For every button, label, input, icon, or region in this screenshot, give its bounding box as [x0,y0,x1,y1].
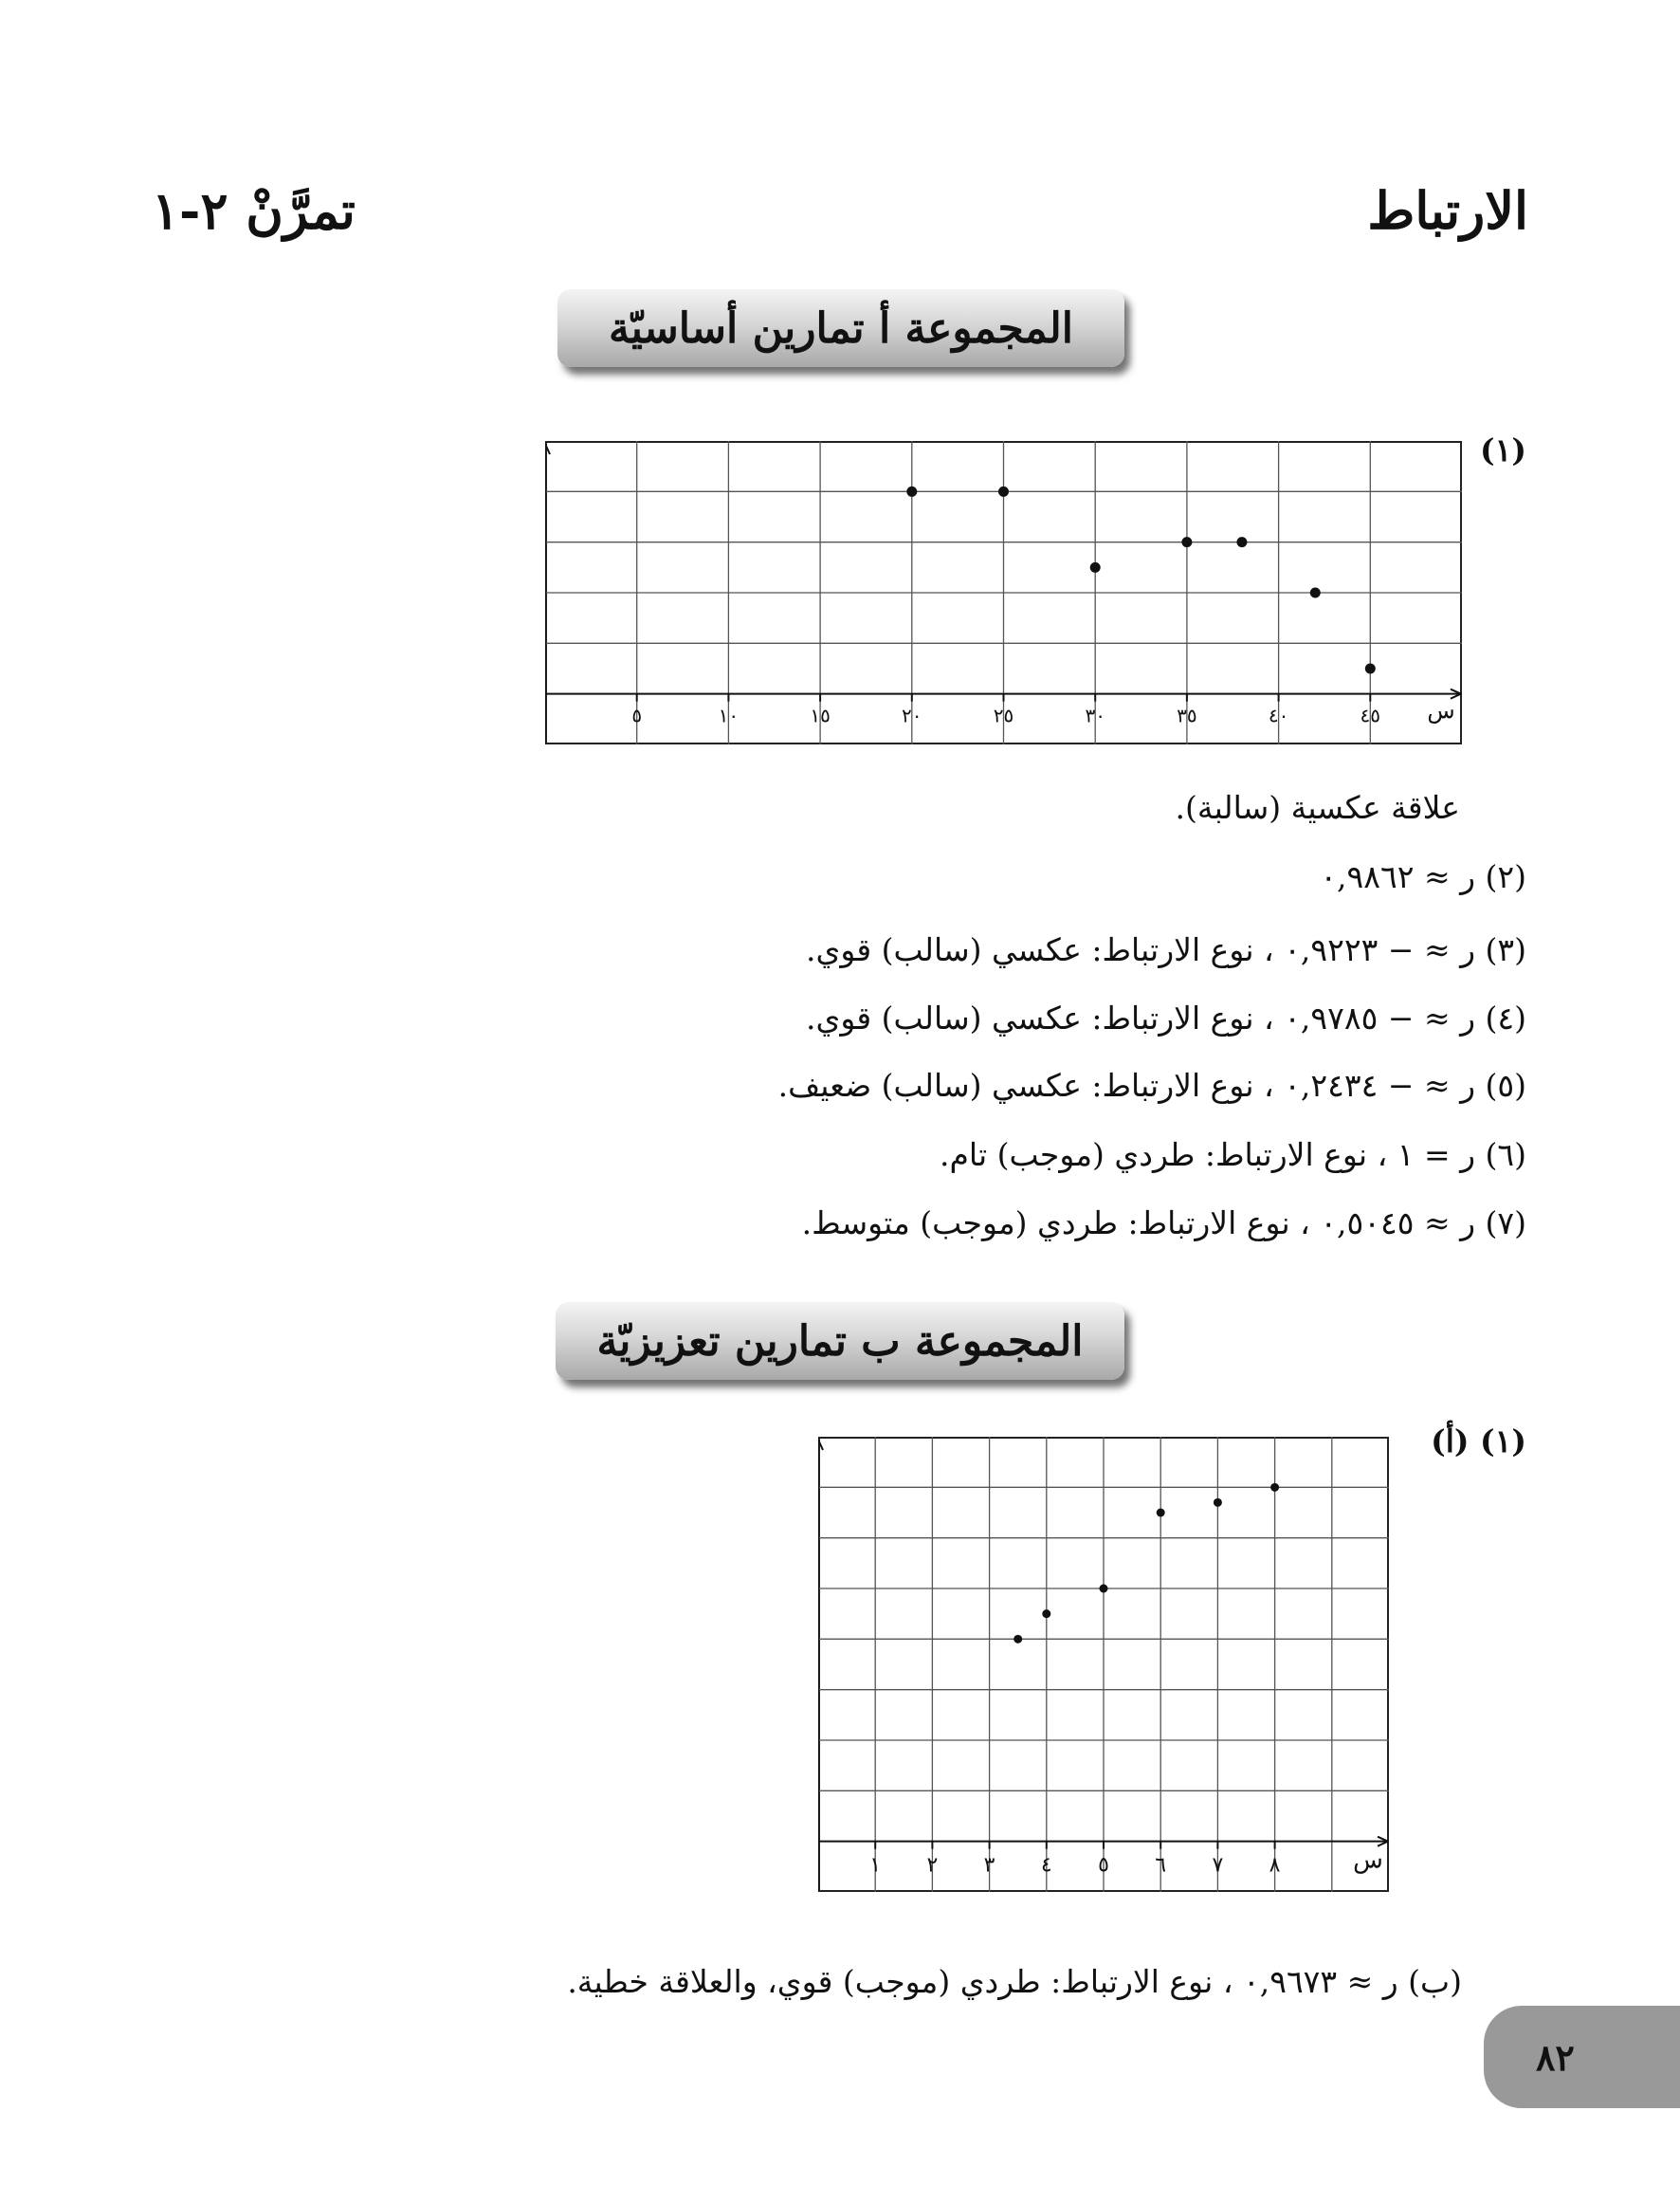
x-tick-label: ٧ [1212,1853,1224,1878]
data-point [1365,664,1376,674]
page-number: ٨٢ [1536,2035,1575,2079]
chart-2-grid [818,1437,1389,1892]
x-tick-label: ٢٠ [902,704,922,727]
group-b-q1-marker: (١) (أ) [1431,1423,1526,1459]
x-tick-label: ٣٥ [1177,704,1197,727]
group-a-banner [557,289,1124,367]
x-tick-label: ٣ [983,1853,995,1878]
answer-5: (٥) ر ≈ − ٠,٢٤٣٤ ، نوع الارتباط: عكسي (سالب) ضعيف. [777,1067,1526,1104]
data-point [1100,1585,1108,1593]
group-a-q1-marker: (١) [1480,431,1526,468]
x-tick-label: ٥ [1098,1853,1109,1878]
chart-2-points [1013,1483,1279,1643]
x-axis-label: س [1353,1845,1383,1875]
data-point [1013,1635,1022,1643]
data-point [1090,562,1101,573]
x-axis-label: س [1427,697,1455,725]
group-a-conclusion: علاقة عكسية (سالبة). [1175,789,1460,826]
x-tick-label: ٤٥ [1360,704,1381,727]
data-point [998,486,1009,497]
group-b-banner [556,1302,1124,1380]
chart-1-points [906,486,1376,674]
data-point [1042,1609,1050,1618]
data-point [1270,1483,1279,1492]
data-point [1310,588,1321,598]
x-tick-label: ٤ [1040,1853,1052,1878]
data-point [1181,537,1192,547]
group-b-title: المجموعة ب تمارين تعزيزيّة [596,1316,1084,1366]
data-point [906,486,917,497]
answer-7: (٧) ر ≈ ٠,٥٠٤٥ ، نوع الارتباط: طردي (موجب) متوسط. [801,1204,1526,1241]
x-tick-label: ٨ [1269,1853,1281,1878]
data-point [1157,1509,1165,1517]
x-tick-label: ٦ [1155,1853,1167,1878]
data-point [1214,1498,1222,1507]
scatter-chart-1 [545,441,1462,744]
x-tick-label: ١٥ [810,704,831,727]
x-tick-label: ٥ [631,704,643,727]
x-tick-label: ٢ [926,1853,939,1878]
answer-6: (٦) ر = ١ ، نوع الارتباط: طردي (موجب) تام. [940,1136,1526,1173]
data-point [1236,537,1247,547]
x-tick-label: ١ [869,1853,882,1878]
x-tick-label: ١٠ [718,704,740,727]
x-tick-label: ٢٥ [993,704,1014,727]
scatter-chart-2 [818,1437,1389,1892]
chapter-title: الارتباط [1367,180,1528,241]
answer-4: (٤) ر ≈ − ٠,٩٧٨٥ ، نوع الارتباط: عكسي (سالب) قوي. [806,1000,1526,1037]
chart-2-tick-labels [818,1443,1383,1878]
exercise-label: تمرَّنْ ٢-١ [152,180,356,241]
group-a-title: المجموعة أ تمارين أساسيّة [609,303,1073,353]
x-tick-label: ٤٠ [1268,704,1289,727]
group-b-answer-b: (ب) ر ≈ ٠,٩٦٧٣ ، نوع الارتباط: طردي (موجب) قوي، والعلاقة خطية. [567,1963,1462,2000]
x-tick-label: ٣٠ [1085,704,1105,727]
page-number-tab [1484,2006,1680,2108]
answer-2: (٢) ر ≈ ٠,٩٨٦٢ [1320,858,1526,895]
answer-3: (٣) ر ≈ − ٠,٩٢٢٣ ، نوع الارتباط: عكسي (سالب) قوي. [806,931,1526,968]
